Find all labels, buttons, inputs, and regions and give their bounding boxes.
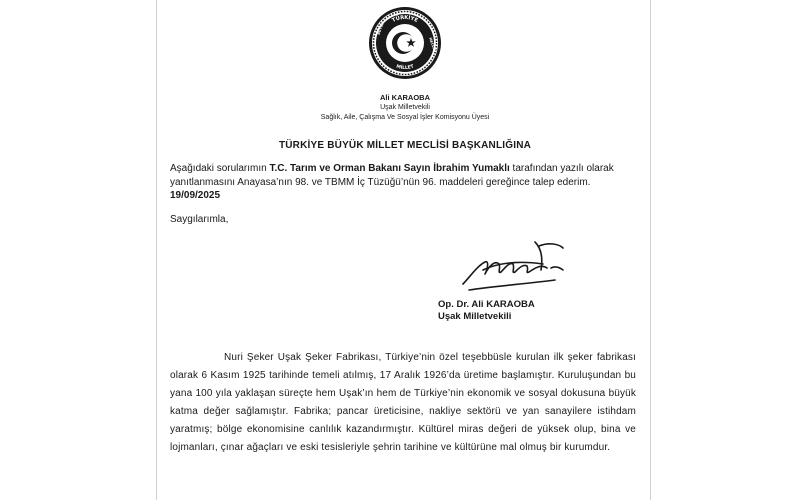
request-text-part1: Aşağıdaki sorularımın xyxy=(170,163,270,174)
sender-seat: Uşak Milletvekili xyxy=(380,104,430,111)
request-paragraph xyxy=(170,162,640,190)
seal-right-text: MECLİSİ xyxy=(428,36,438,53)
sender-name: Ali KARAOBA xyxy=(380,93,430,102)
closing-salutation: Saygılarımla, xyxy=(170,214,229,225)
tbmm-seal-logo xyxy=(367,5,443,81)
request-text-part3: tarafından yazılı olarak yanıtlanmasını Anayasa’nın 98. ve TBMM İç Tüzüğü’nün 96. maddeleri gereğince talep ederim. xyxy=(170,163,614,188)
signatory-name: Op. Dr. Ali KARAOBA xyxy=(438,299,535,310)
addressee-heading: TÜRKİYE BÜYÜK MİLLET MECLİSİ BAŞKANLIĞINA xyxy=(278,140,532,151)
seal-bottom-text: MİLLET xyxy=(395,64,415,72)
request-minister-name: T.C. Tarım ve Orman Bakanı Sayın İbrahim Yumaklı xyxy=(269,163,510,174)
seal-top-text: TÜRKİYE xyxy=(391,14,419,24)
handwritten-signature xyxy=(455,234,570,296)
document-date: 19/09/2025 xyxy=(170,190,221,201)
seal-left-text: BÜYÜK xyxy=(376,21,385,36)
page-edge-right xyxy=(650,0,651,500)
page-edge-left xyxy=(156,0,157,500)
body-paragraph: Nuri Şeker Uşak Şeker Fabrikası, Türkiye’nin özel teşebbüsle kurulan ilk şeker fabrikası olarak 6 Kasım 1925 tarihinde temeli atılmış, 17 Aralık 1926’da üretime başlamıştır. Kuruluşundan bu yana 100 yıla yaklaşan süreçte hem Uşak’ın hem de Türkiye’nin ekonomik ve sosyal dokusuna büyük katma değer sağlamıştır. Fabrika; pancar üreticisine, nakliye sektörü ve yan sanayilere istihdam yaratmış; bölge ekonomisine canlılık kazandırmıştır. Kültürel miras değeri de yüksek olup, bina ve lojmanları, çınar ağaçları ve eski tesisleriyle şehrin tarihine ve kültürüne mal olmuş bir kurumdur. xyxy=(170,352,636,453)
sender-committee-role: Sağlık, Aile, Çalışma Ve Sosyal İşler Komisyonu Üyesi xyxy=(320,114,490,121)
signatory-title: Uşak Milletvekili xyxy=(438,311,512,322)
